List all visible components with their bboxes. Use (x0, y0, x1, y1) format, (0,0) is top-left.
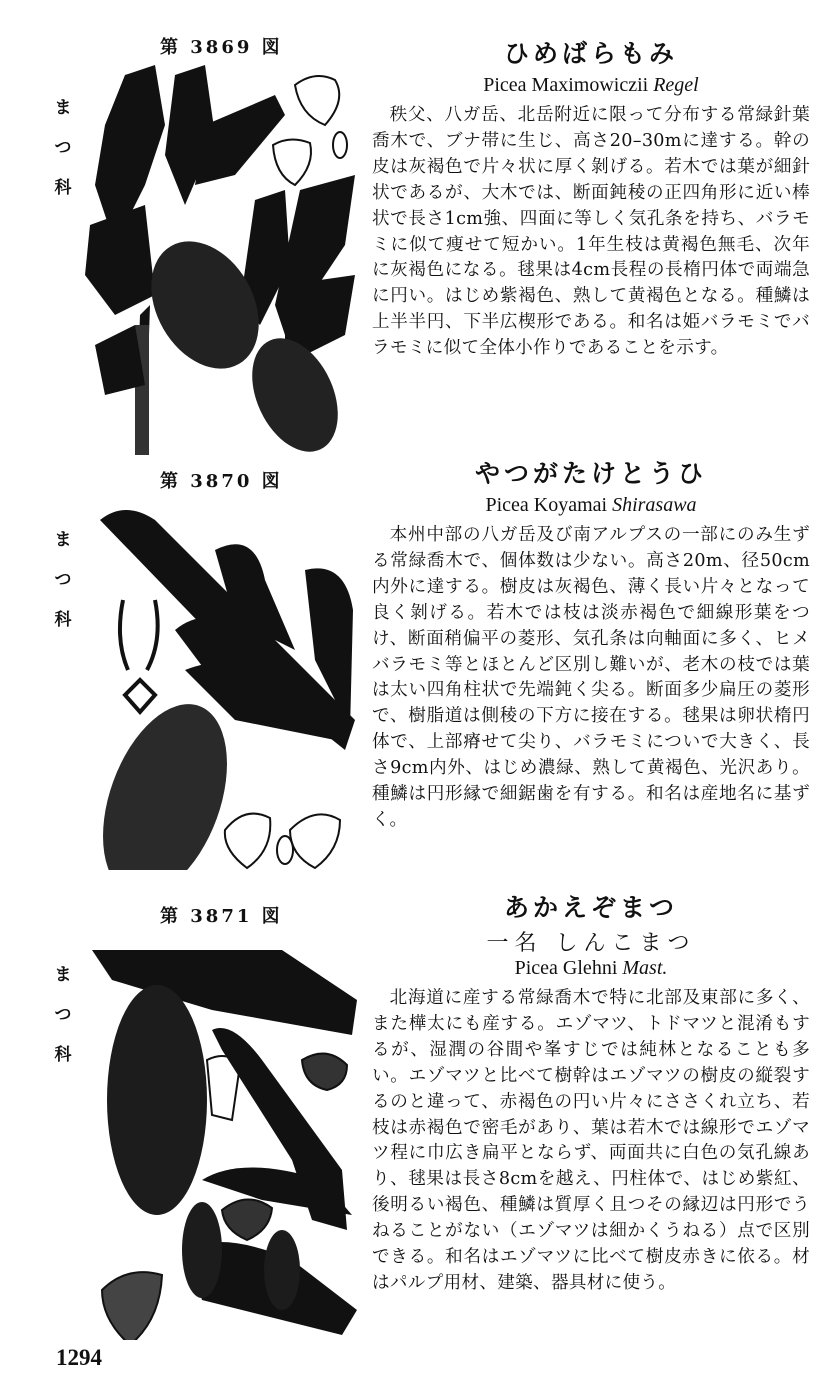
species-description: 秩父、八ガ岳、北岳附近に限って分布する常緑針葉喬木で、ブナ帯に生じ、高さ20–30mに達する。幹の皮は灰褐色で片々状に厚く剝げる。若木では葉が細針状であるが、大木では、断面鈍稜の正四角形に近い棒状で長さ1cm強、四面に等しく気孔条を持ち、バラモミに似て痩せて短かい。1年生枝は黄褐色無毛、次年に灰褐色になる。毬果は4cm長程の長楕円体で両端急に円い。はじめ紫褐色、熟して黄褐色となる。種鱗は上半半円、下半広楔形である。和名は姫バラモミでバラモミに似て全体小作りであることを示す。 (372, 105, 810, 359)
family-char: ま (54, 530, 72, 550)
japanese-name: やつがたけとうひ (474, 459, 707, 488)
japanese-name: ひめばらもみ (503, 39, 678, 68)
page-number: 1294 (56, 1345, 102, 1370)
binomial: Picea Glehni (514, 957, 618, 979)
species-description: 本州中部の八ガ岳及び南アルプスの一部にのみ生ずる常緑喬木で、個体数は少ない。高さ20m、径50cm内外に達する。樹皮は灰褐色、薄く長い片々となって良く剝げる。若木では枝は淡赤褐色で細線形葉をつけ、断面稍偏平の菱形、気孔条は向軸面に多く、ヒメバラモミ等とほとんど区別し難いが、老木の枝では葉は太い四角柱状で先端鈍く尖る。断面多少扁圧の菱形で、樹脂道は側稜の下方に接在する。毬果は卵状楕円体で、上部瘠せて尖り、バラモミについで大きく、長さ9cm内外、はじめ濃緑、熟して黄褐色、光沢あり。種鱗は円形縁で細鋸歯を有する。和名は産地名に基ずく。 (372, 525, 810, 830)
family-char: 科 (54, 178, 72, 198)
family-char: つ (54, 570, 72, 590)
family-label (52, 520, 74, 640)
species-entry (372, 34, 810, 362)
binomial: Picea Koyamai (485, 494, 608, 516)
scientific-name (372, 494, 810, 517)
species-description: 北海道に産する常緑喬木で特に北部及東部に多く、また樺太にも産する。エゾマツ、トドマツと混淆もするが、湿潤の谷間や峯すじでは純林となることも多い。エゾマツと比べて樹幹はエゾマツの樹皮の縦裂するのと違って、赤褐色の円い片々にささくれ立ち、若枝は赤褐色で密毛があり、葉は若木では線形でエゾマツ程に巾広き扁平とならず、両面共に白色の気孔線あり、毬果は長さ8cmを越え、円柱体で、はじめ紫紅、後明るい褐色、種鱗は質厚く且つその縁辺は円形でうねることがない（エゾマツは細かくうねる）点で区別できる。和名はエゾマツに比べて樹皮赤きに依る。材はパルプ用材、建築、器具材に使う。 (372, 988, 810, 1293)
spruce-branch-illustration-icon (95, 500, 360, 870)
alternate-name: 一名 しんこまつ (486, 931, 696, 956)
scientific-name (372, 74, 810, 97)
author: Shirasawa (612, 494, 697, 516)
binomial: Picea Maximowiczii (483, 74, 649, 96)
family-char: 科 (54, 610, 72, 630)
author: Mast. (622, 957, 668, 979)
author: Regel (653, 74, 699, 96)
family-char: ま (54, 98, 72, 118)
figure-label-3869: 第 3869 図 (160, 37, 283, 58)
family-char: つ (54, 138, 72, 158)
scientific-name (372, 957, 810, 980)
family-label (52, 88, 74, 208)
species-entry (372, 888, 810, 1297)
family-char: つ (54, 1005, 72, 1025)
japanese-name: あかえぞまつ (503, 893, 678, 922)
figure-label-3871: 第 3871 図 (160, 906, 283, 927)
spruce-branch-illustration-icon (92, 950, 362, 1340)
family-char: 科 (54, 1045, 72, 1065)
figure-label-3870: 第 3870 図 (160, 471, 283, 492)
spruce-branch-illustration-icon (85, 65, 360, 455)
family-char: ま (54, 965, 72, 985)
species-entry (372, 454, 810, 834)
family-label (52, 955, 74, 1075)
